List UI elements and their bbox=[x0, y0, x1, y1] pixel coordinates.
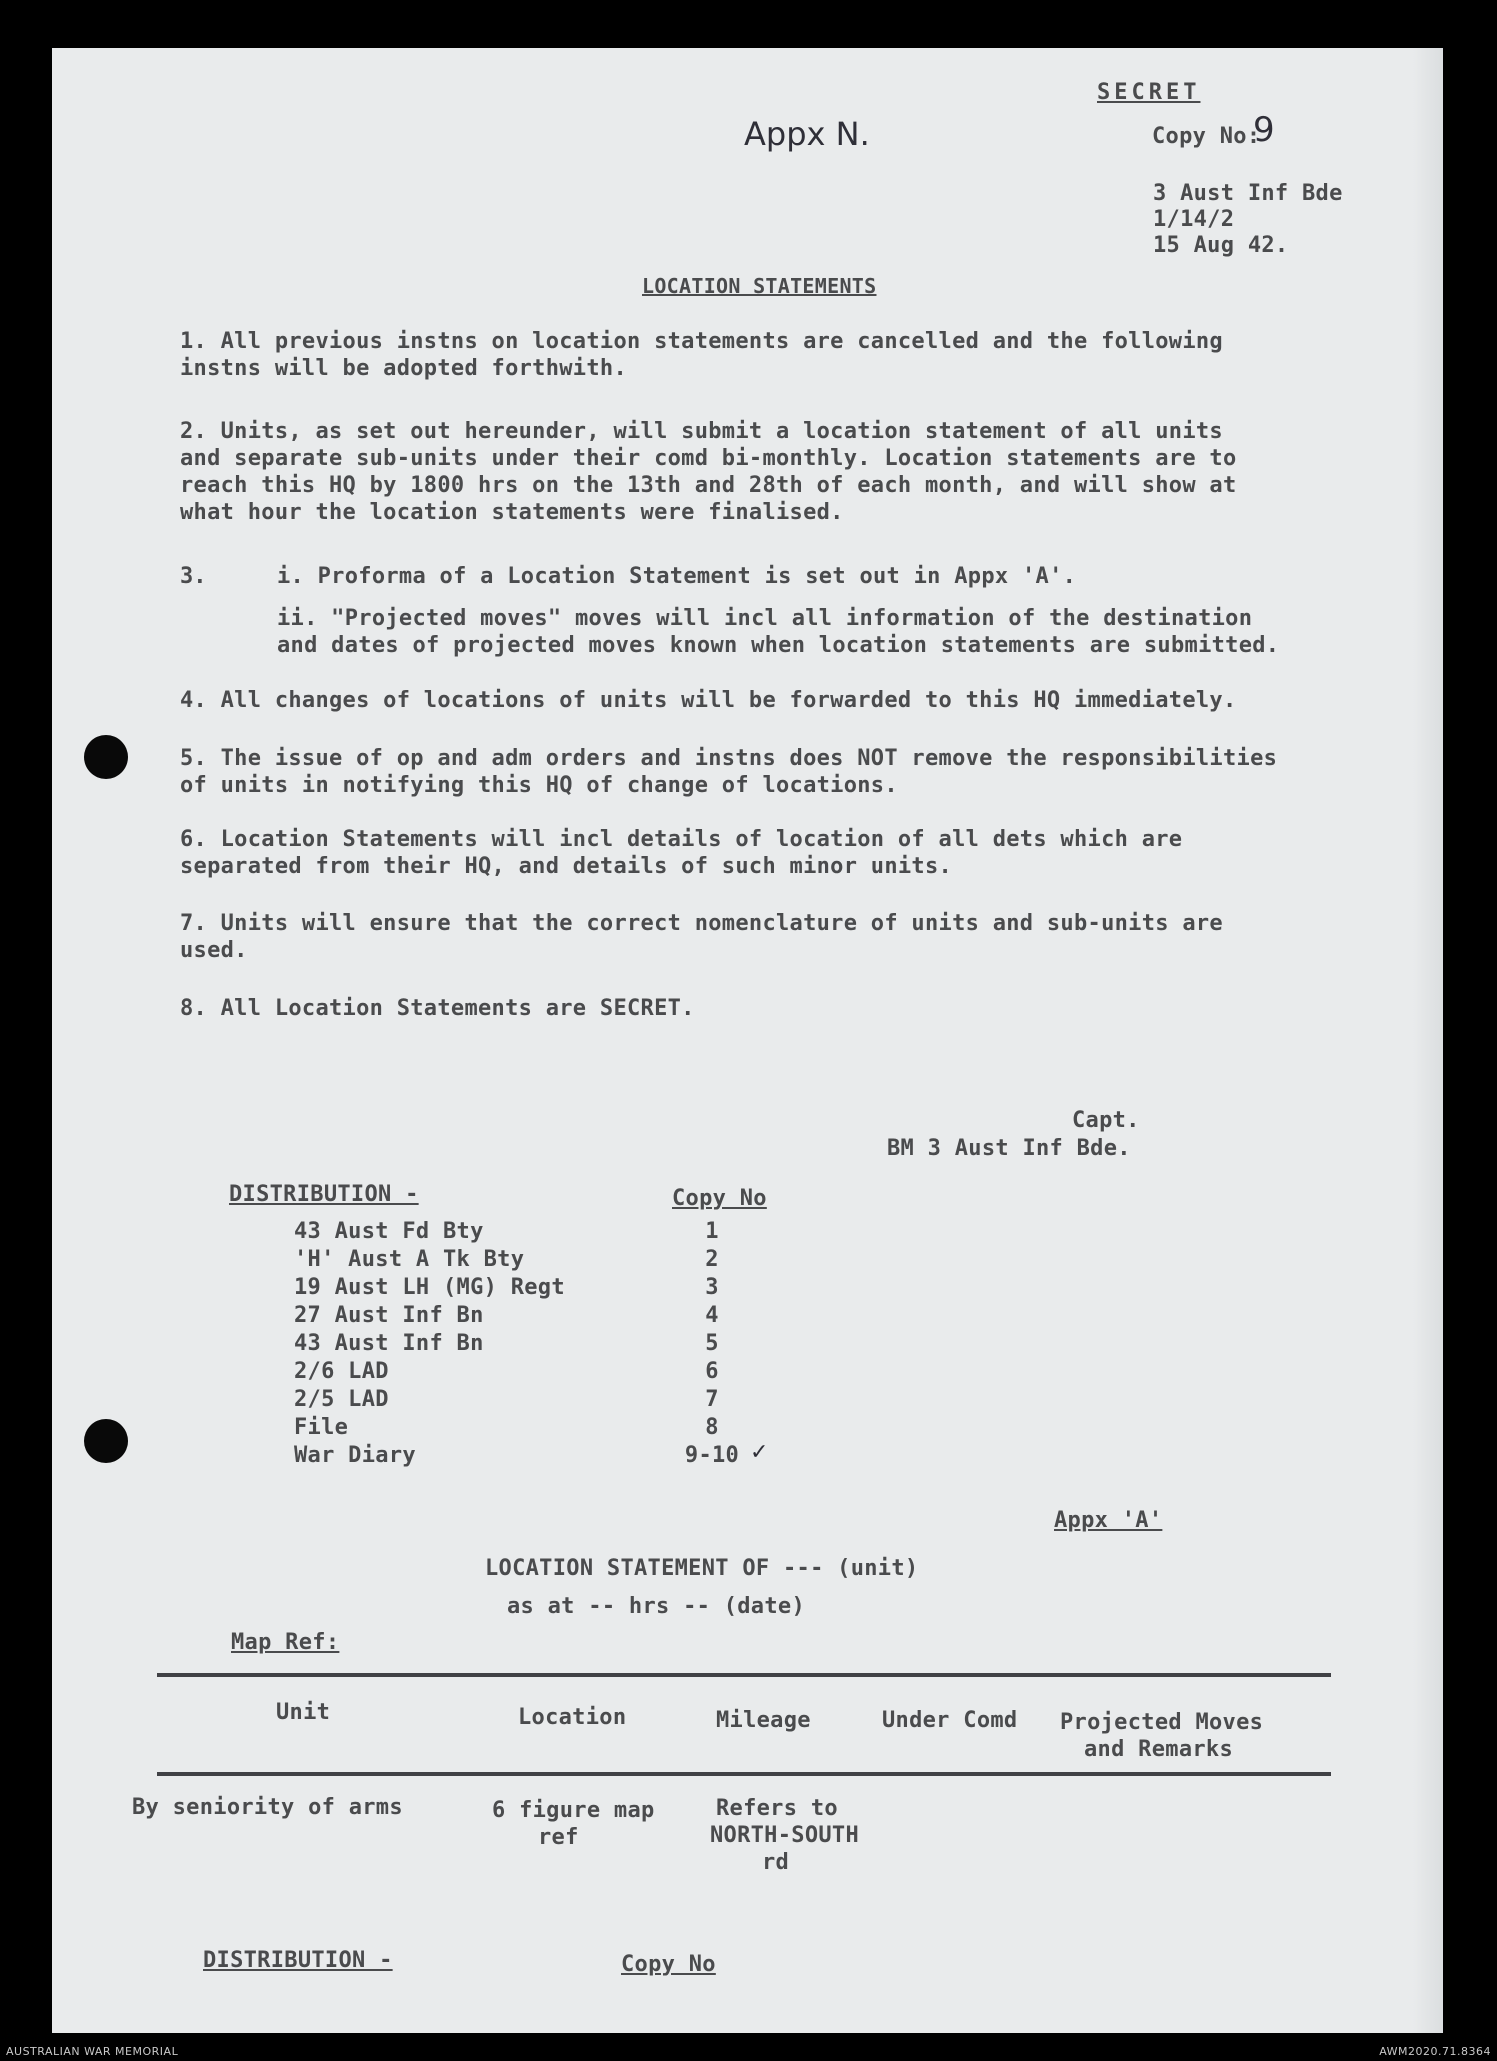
paragraph-2: 2. Units, as set out hereunder, will submit a location statement of all units and separate sub-units under their comd bi-monthly. Location statements are to reach this HQ by 1800 hrs on the 13th and 28th of each month, and will show at what hour the location statements were finalised. bbox=[180, 419, 1237, 525]
column-header-location: Location bbox=[518, 1705, 627, 1730]
table-header-rule bbox=[157, 1772, 1331, 1776]
copy-no-label: Copy No: bbox=[1152, 124, 1261, 149]
distribution-unit: 43 Aust Inf Bn bbox=[294, 1331, 484, 1356]
distribution-unit: 2/6 LAD bbox=[294, 1359, 389, 1384]
origin: 3 Aust Inf Bde bbox=[1153, 181, 1343, 206]
paragraph-3-i: i. Proforma of a Location Statement is set out in Appx 'A'. bbox=[277, 564, 1077, 589]
copy-number: 4 bbox=[705, 1303, 719, 1328]
column-header-mileage: Mileage bbox=[716, 1708, 811, 1733]
copy-no-value: 9 bbox=[1253, 110, 1275, 150]
copy-number: 7 bbox=[705, 1387, 719, 1412]
copy-no-heading: Copy No bbox=[672, 1186, 767, 1211]
tick-mark: ✓ bbox=[750, 1440, 769, 1465]
handwritten-annotation: Appx N. bbox=[744, 115, 870, 153]
distribution-unit: War Diary bbox=[294, 1443, 416, 1468]
paragraph-3-ii: ii. "Projected moves" moves will incl all information of the destination and dates of projected moves known when location statements are submitted. bbox=[277, 606, 1280, 658]
signature-rank: Capt. bbox=[1072, 1108, 1140, 1133]
paragraph-6: 6. Location Statements will incl details of location of all dets which are separated from their HQ, and details of such minor units. bbox=[180, 827, 1183, 879]
distribution-unit: File bbox=[294, 1415, 349, 1440]
row-mileage-line-1: Refers to bbox=[716, 1796, 838, 1821]
copy-number: 8 bbox=[705, 1415, 719, 1440]
paragraph-4: 4. All changes of locations of units will be forwarded to this HQ immediately. bbox=[180, 688, 1237, 713]
copy-number: 3 bbox=[705, 1275, 719, 1300]
row-unit: By seniority of arms bbox=[132, 1795, 403, 1820]
document-page bbox=[52, 48, 1443, 2033]
classification: SECRET bbox=[1097, 80, 1201, 105]
distribution-unit: 27 Aust Inf Bn bbox=[294, 1303, 484, 1328]
distribution-copies bbox=[677, 1218, 747, 1470]
column-header-projected-moves: Projected Moves bbox=[1060, 1710, 1264, 1735]
row-location-line-2: ref bbox=[538, 1825, 579, 1850]
row-mileage-line-2: NORTH-SOUTH bbox=[710, 1823, 859, 1848]
paragraph-5: 5. The issue of op and adm orders and instns does NOT remove the responsibilities of units in notifying this HQ of change of locations. bbox=[180, 746, 1278, 798]
paragraph-8: 8. All Location Statements are SECRET. bbox=[180, 996, 695, 1021]
paragraph-1: 1. All previous instns on location statements are cancelled and the following instns will be adopted forthwith. bbox=[180, 329, 1223, 381]
copy-number: 2 bbox=[705, 1247, 719, 1272]
distribution-list bbox=[294, 1218, 565, 1470]
copy-number: 5 bbox=[705, 1331, 719, 1356]
row-location-line-1: 6 figure map bbox=[492, 1798, 655, 1823]
paragraph-3-number: 3. bbox=[180, 564, 207, 589]
table-top-rule bbox=[157, 1673, 1331, 1677]
distribution-unit: 43 Aust Fd Bty bbox=[294, 1219, 484, 1244]
distribution-unit: 2/5 LAD bbox=[294, 1387, 389, 1412]
footer-institution: AUSTRALIAN WAR MEMORIAL bbox=[6, 2045, 179, 2058]
document-title: LOCATION STATEMENTS bbox=[642, 274, 877, 298]
appendix-distribution-heading: DISTRIBUTION - bbox=[203, 1948, 393, 1973]
paragraph-7: 7. Units will ensure that the correct nomenclature of units and sub-units are used. bbox=[180, 911, 1223, 963]
punch-hole bbox=[84, 735, 128, 779]
column-header-unit: Unit bbox=[276, 1700, 331, 1725]
punch-hole bbox=[84, 1419, 128, 1463]
map-ref-label: Map Ref: bbox=[231, 1630, 340, 1655]
appendix-label: Appx 'A' bbox=[1054, 1508, 1163, 1533]
row-mileage-line-3: rd bbox=[762, 1850, 790, 1875]
column-header-under-comd: Under Comd bbox=[882, 1708, 1018, 1733]
appendix-title-line-1: LOCATION STATEMENT OF --- (unit) bbox=[485, 1556, 919, 1581]
reference: 1/14/2 bbox=[1153, 207, 1235, 232]
date: 15 Aug 42. bbox=[1153, 233, 1289, 258]
appendix-title-line-2: as at -- hrs -- (date) bbox=[507, 1594, 805, 1619]
copy-number: 9-10 bbox=[684, 1443, 740, 1468]
copy-number: 6 bbox=[705, 1359, 719, 1384]
copy-number: 1 bbox=[705, 1219, 719, 1244]
distribution-unit: 'H' Aust A Tk Bty bbox=[294, 1247, 525, 1272]
distribution-heading: DISTRIBUTION - bbox=[229, 1182, 419, 1207]
footer-reference: AWM2020.71.8364 bbox=[1379, 2045, 1491, 2058]
column-header-remarks: and Remarks bbox=[1084, 1737, 1233, 1762]
appendix-copy-no-heading: Copy No bbox=[621, 1952, 716, 1977]
signature-appointment: BM 3 Aust Inf Bde. bbox=[887, 1136, 1131, 1161]
distribution-unit: 19 Aust LH (MG) Regt bbox=[294, 1275, 565, 1300]
